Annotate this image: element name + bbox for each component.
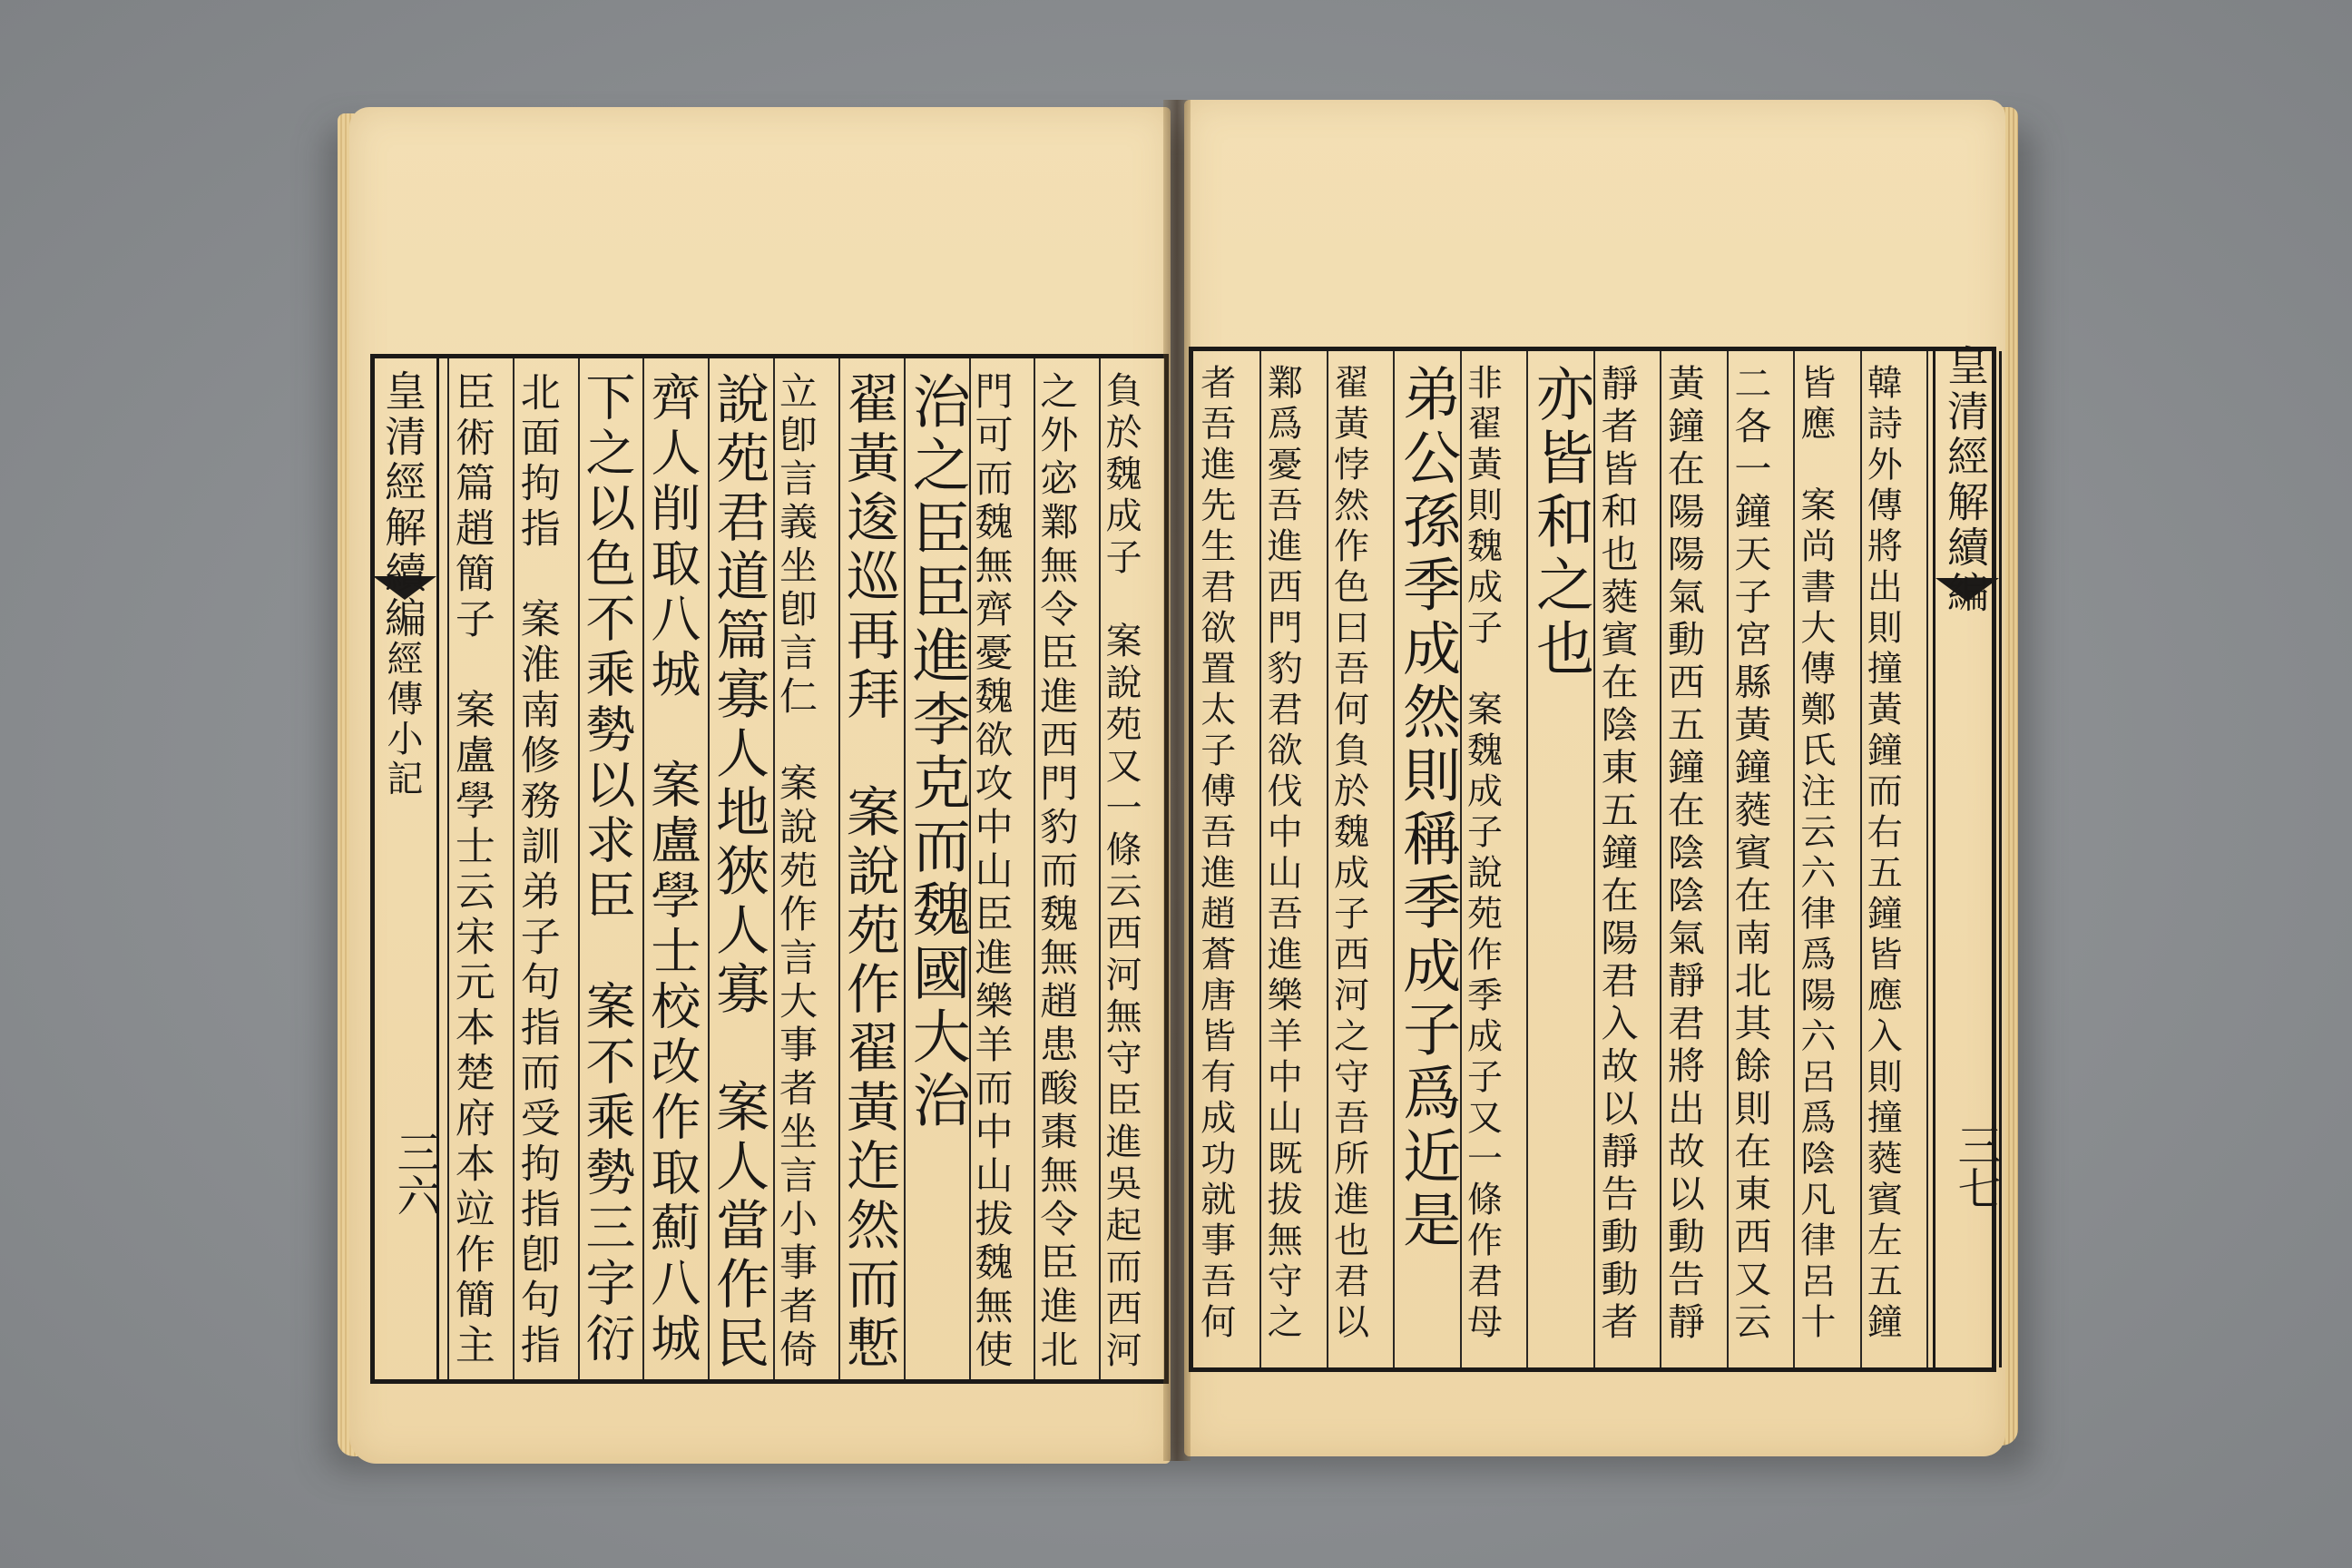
column-rule	[1526, 351, 1528, 1367]
column-rule	[1793, 351, 1795, 1367]
text-column: 鄴爲憂吾進西門豹君欲伐中山吾進樂羊中山既拔無守之	[1261, 364, 1303, 1344]
text-column: 弟公孫季成然則稱季成子爲近是	[1393, 364, 1461, 1253]
text-column: 黃鐘在陽陽氣動西五鐘在陰陰氣靜君將出故以動告靜	[1661, 364, 1705, 1345]
banxin-title: 皇清經解續編	[1941, 344, 1990, 616]
right-banxin	[1933, 344, 2002, 1367]
text-column: 二各一鐘天子宮縣黃鐘蕤賓在南北其餘則在東西又云	[1728, 364, 1772, 1345]
text-column: 臣術篇趙簡子 案盧學士云宋元本楚府本竝作簡主	[447, 371, 495, 1369]
left-banxin	[370, 358, 439, 1379]
column-rule	[1259, 351, 1261, 1367]
text-column: 者吾進先生君欲置太子傅吾進趙蒼唐皆有成功就事吾何	[1194, 364, 1236, 1344]
text-column: 說苑君道篇寡人地狹人寡 案人當作民	[707, 371, 770, 1374]
column-rule	[1926, 351, 1928, 1367]
column-rule	[1660, 351, 1661, 1367]
text-column: 靜者皆和也蕤賓在陰東五鐘在陽君入故以靜告動動者	[1594, 364, 1639, 1345]
text-column: 皆應 案尚書大傳鄭氏注云六律爲陽六呂爲陰凡律呂十	[1794, 364, 1836, 1344]
text-column: 北面拘指 案淮南修務訓弟子句指而受拘指卽句指	[513, 371, 560, 1369]
leaf-number: 三六	[389, 1130, 440, 1217]
column-rule	[1593, 351, 1595, 1367]
column-rule	[1860, 351, 1862, 1367]
text-column: 之外宓鄴無令臣進西門豹而魏無趙患酸棗無令臣進北	[1034, 371, 1080, 1373]
text-column: 齊人削取八城 案盧學士校改作取薊八城	[642, 371, 701, 1367]
banxin-title: 皇清經解續編	[378, 369, 427, 642]
column-rule	[1327, 351, 1328, 1367]
banxin-section: 經傳小記	[381, 640, 423, 799]
column-rule	[1727, 351, 1729, 1367]
text-column: 立卽言義坐卽言仁 案說苑作言大事者坐言小事者倚	[774, 371, 818, 1373]
right-text-frame	[1189, 344, 2001, 1372]
text-column: 下之以色不乘勢以求臣 案不乘勢三字衍	[577, 371, 636, 1367]
text-column: 韓詩外傳將出則撞黃鐘而右五鐘皆應入則撞蕤賓左五鐘	[1861, 364, 1903, 1344]
text-column: 負於魏成子 案說苑又一條云西河無守臣進吳起而西河	[1100, 371, 1142, 1373]
column-rule	[1393, 351, 1395, 1367]
book-gutter	[1163, 100, 1191, 1461]
leaf-number: 三七	[1950, 1122, 2001, 1210]
text-column: 亦皆和之也	[1526, 364, 1593, 681]
text-column: 門可而魏無齊憂魏欲攻中山臣進樂羊而中山拔魏無使	[969, 371, 1014, 1373]
text-column: 非翟黃則魏成子 案魏成子說苑作季成子又一條作君母	[1461, 364, 1503, 1344]
column-rule	[1460, 351, 1462, 1367]
text-column: 治之臣臣進李克而魏國大治	[902, 371, 970, 1133]
left-text-frame	[370, 354, 1169, 1384]
text-column: 翟黃悖然作色曰吾何負於魏成子西河之守吾所進也君以	[1328, 364, 1369, 1344]
text-column: 翟黃逡巡再拜 案說苑作翟黃迮然而慙	[837, 371, 900, 1374]
